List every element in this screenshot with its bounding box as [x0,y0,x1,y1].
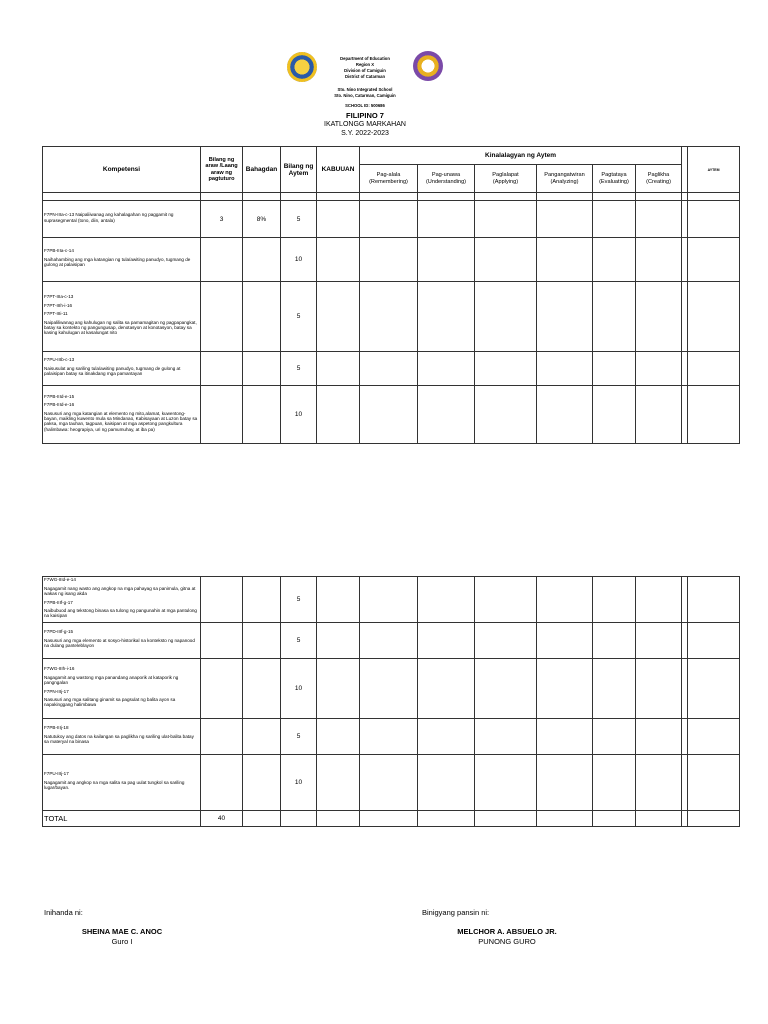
empty-cell [317,623,360,659]
empty-cell [317,282,360,352]
table-row [43,659,740,719]
kompetensi-line: Nasusuri ang mga elemento at sosyo-historikal na konteksto ng napanood na dulang panteleblayon [44,637,195,649]
noted-title: PUNONG GURO [478,937,536,946]
col-kabuuan: KABUUAN [317,147,360,193]
aytem-cell: 5 [281,623,317,659]
bahagdan-cell [243,719,281,755]
empty-cell [360,352,418,386]
empty-cell [636,577,682,623]
araw-cell [201,386,243,444]
empty-cell [593,577,636,623]
aytem-cell: 10 [281,659,317,719]
kompetensi-line: Nagagamit nang wasto ang angkop na mga pahayag sa panimula, gitna at wakas ng isang akda [44,585,196,597]
empty-cell [636,719,682,755]
empty-cell [317,659,360,719]
bahagdan-cell [243,659,281,719]
kompetensi-line: F7PT-IIIa-c-13 [44,294,74,300]
empty-cell [475,623,537,659]
header-district: District of Catarman [344,74,386,79]
empty-cell [537,352,593,386]
empty-cell [360,282,418,352]
table-spacer-row [43,193,740,201]
empty-cell [418,755,475,811]
col-kinalalagyan: Kinalalagyan ng Aytem [360,147,682,165]
aytem-cell: 5 [281,282,317,352]
table-row [43,386,740,444]
araw-cell [201,623,243,659]
empty-cell [688,282,740,352]
kompetensi-line: F7WG-IIId-e-14 [44,577,76,583]
aytem-cell: 10 [281,238,317,282]
header-school: Sto. Nino Integrated School [337,87,393,92]
level-applying: Paglalapat (Applying) [475,165,537,193]
araw-cell [201,719,243,755]
araw-cell [201,238,243,282]
empty-cell [360,386,418,444]
kompetensi-cell [43,577,201,623]
araw-cell [201,755,243,811]
empty-cell [593,623,636,659]
araw-cell: 3 [201,201,243,238]
empty-cell [636,352,682,386]
level-evaluating: Pagtataya (Evaluating) [593,165,636,193]
prepared-title: Guro I [111,937,133,946]
empty-cell [636,238,682,282]
empty-cell [688,623,740,659]
empty-cell [317,352,360,386]
kompetensi-cell [43,282,201,352]
level-creating: Paglikha (Creating) [636,165,682,193]
kompetensi-cell [43,659,201,719]
header-region: Region X [355,62,375,67]
kompetensi-cell [43,201,201,238]
empty-cell [636,623,682,659]
empty-cell [360,719,418,755]
empty-cell [475,659,537,719]
kompetensi-cell [43,386,201,444]
empty-cell [317,755,360,811]
table-row [43,577,740,623]
kompetensi-line: F7PB-IIId-e-15 [44,393,75,399]
school-year: S.Y. 2022-2023 [341,130,389,137]
empty-cell [475,282,537,352]
subject-title: FILIPINO 7 [346,111,384,120]
kompetensi-line: Naihahambing ang mga katangian ng tula/awiting panudyo, tugmang de gulong at palaisipan [44,256,191,268]
empty-cell [360,659,418,719]
empty-cell [688,659,740,719]
araw-cell [201,282,243,352]
table-row [43,755,740,811]
empty-cell [688,719,740,755]
empty-cell [418,623,475,659]
empty-cell [317,577,360,623]
kompetensi-line: F7PB-IIIa-c-14 [44,248,74,254]
empty-cell [475,719,537,755]
col-bahagdan: Bahagdan [243,147,281,193]
empty-cell [537,719,593,755]
araw-cell [201,577,243,623]
kompetensi-line: F7PT-IIIi-11 [44,311,68,317]
empty-cell [537,201,593,238]
kompetensi-cell [43,623,201,659]
table-row [43,719,740,755]
kompetensi-line: F7PU-IIIb-c-13 [44,357,75,363]
empty-cell [475,386,537,444]
empty-cell [360,623,418,659]
level-remembering: Pag-alala (Remembering) [360,165,418,193]
empty-cell [537,386,593,444]
empty-cell [418,386,475,444]
bahagdan-cell [243,282,281,352]
table-row [43,623,740,659]
empty-cell [418,659,475,719]
prepared-label: Inihanda ni: [44,908,83,917]
aytem-cell: 10 [281,386,317,444]
col-aytem: AYTEM [688,147,740,193]
kompetensi-line: Natutukoy ang datos na kailangan sa paglikha ng sariling ulat-balita batay sa materyal na binasa [44,733,194,745]
table-row [43,352,740,386]
empty-cell [418,577,475,623]
col-kompetensi: Kompetensi [43,147,201,193]
aytem-cell: 10 [281,755,317,811]
empty-cell [636,201,682,238]
empty-cell [475,201,537,238]
aytem-cell: 5 [281,719,317,755]
empty-cell [317,719,360,755]
col-bilang-aytem: Bilang ng Aytem [281,147,317,193]
header-school-id: SCHOOL ID: 500686 [345,103,385,108]
kompetensi-cell [43,719,201,755]
empty-cell [593,238,636,282]
kompetensi-line: F7PD-IIIf-g-15 [44,629,74,635]
aytem-cell: 5 [281,201,317,238]
kompetensi-line: Nagagamit ang wastong mga panandang anaporik at kataporik ng pangngalan [44,674,179,686]
empty-cell [636,282,682,352]
empty-cell [360,201,418,238]
aytem-cell: 5 [281,352,317,386]
bahagdan-cell [243,352,281,386]
empty-cell [688,352,740,386]
kompetensi-line: F7PU-IIIj-17 [44,771,69,777]
empty-cell [360,755,418,811]
empty-cell [593,755,636,811]
kompetensi-line: F7WG-IIIh-i-16 [44,666,75,672]
kompetensi-line: F7PN-IIIj-17 [44,688,69,694]
empty-cell [537,623,593,659]
kompetensi-line: Nasusuri ang mga katangian at elemento ng mito,alamat, kuwentong-bayan, maikling kuwento mula sa Mindanao, Kabisayaan at Luzon batay sa paksa, mga tauhan, tagpuan, kaisipan at mga aspetong pangkultura (halimbawa: heograpiya, uri ng pamumuhay, at iba pa) [44,410,198,432]
noted-label: Binigyang pansin ni: [422,908,490,917]
empty-cell [537,238,593,282]
level-understanding: Pag-unawa (Understanding) [418,165,475,193]
prepared-name: SHEINA MAE C. ANOC [81,927,163,936]
empty-cell [636,755,682,811]
empty-cell [418,352,475,386]
empty-cell [537,577,593,623]
kompetensi-line: F7PT-IIIh-i-16 [44,302,73,308]
empty-cell [636,659,682,719]
empty-cell [317,238,360,282]
bahagdan-cell [243,623,281,659]
empty-cell [475,352,537,386]
kompetensi-cell [43,238,201,282]
noted-name: MELCHOR A. ABSUELO JR. [457,927,557,936]
empty-cell [593,201,636,238]
total-row [43,811,740,827]
table-row [43,282,740,352]
kompetensi-line: F7PB-IIId-e-16 [44,402,75,408]
empty-cell [317,386,360,444]
aytem-cell: 5 [281,577,317,623]
bahagdan-cell: 8% [243,201,281,238]
kompetensi-line: Nasusuri ang mga salitang ginamit sa pagsulat ng balita ayon sa napakinggang halimbawa [44,696,176,708]
empty-cell [360,577,418,623]
empty-cell [317,201,360,238]
header-address: Sto. Nino, Catarman, Camiguin [334,93,396,98]
level-analyzing: Pangangatwiran (Analyzing) [537,165,593,193]
empty-cell [688,238,740,282]
empty-cell [593,282,636,352]
empty-cell [688,577,740,623]
empty-cell [475,755,537,811]
empty-cell [360,238,418,282]
empty-cell [418,201,475,238]
kompetensi-cell [43,352,201,386]
header-dept: Department of Education [340,56,390,61]
kompetensi-cell [43,755,201,811]
header-division: Division of Camiguin [344,68,386,73]
empty-cell [537,659,593,719]
tos-table-top [42,146,740,444]
bahagdan-cell [243,577,281,623]
araw-cell [201,352,243,386]
quarter-title: IKATLONGG MARKAHAN [324,121,406,128]
empty-cell [688,755,740,811]
empty-cell [418,282,475,352]
empty-cell [537,755,593,811]
kompetensi-line: F7PB-IIIj-18 [44,725,69,731]
bahagdan-cell [243,238,281,282]
table-row [43,238,740,282]
empty-cell [475,577,537,623]
kompetensi-line: F7PB-IIIf-g-17 [44,599,73,605]
empty-cell [418,238,475,282]
empty-cell [593,352,636,386]
empty-cell [418,719,475,755]
empty-cell [537,282,593,352]
kompetensi-line: F7PN-IIIa-c-13 Naipaliiwanag ang kahalagahan ng paggamit ng suprasegmental (tono, diin, antala) [44,212,174,223]
empty-cell [593,719,636,755]
table-row [43,201,740,238]
bahagdan-cell [243,386,281,444]
empty-cell [636,386,682,444]
kompetensi-line: Naibubuod ang tekstong binasa sa tulong ng pangunahin at mga pantulong na kaisipan [44,607,197,619]
kompetensi-line: Nagagamit ang angkop na mga salita sa pag uulat tungkol sa sariling lugar/bayan. [44,779,185,791]
empty-cell [593,386,636,444]
total-label: TOTAL [43,811,201,827]
empty-cell [593,659,636,719]
col-bilang-araw: Bilang ng araw /Laang araw ng pagtuturo [201,147,243,193]
total-araw: 40 [201,811,243,827]
tos-table-bottom [42,576,740,827]
araw-cell [201,659,243,719]
bahagdan-cell [243,755,281,811]
empty-cell [688,386,740,444]
empty-cell [688,201,740,238]
kompetensi-line: Naipaliliwanag ang kahulugan ng salita sa pamamagitan ng pagpapangkat, batay sa kontekto ng pangungusap, denotasyon at konotasyon, batay sa kasing kahulugan at kasalungat nito [44,319,197,336]
empty-cell [475,238,537,282]
kompetensi-line: Naisusulat ang sariling tula/awiting panudyo, tugmang de gulong at palaisipan batay sa itinakdang mga pamantayan [44,365,181,377]
